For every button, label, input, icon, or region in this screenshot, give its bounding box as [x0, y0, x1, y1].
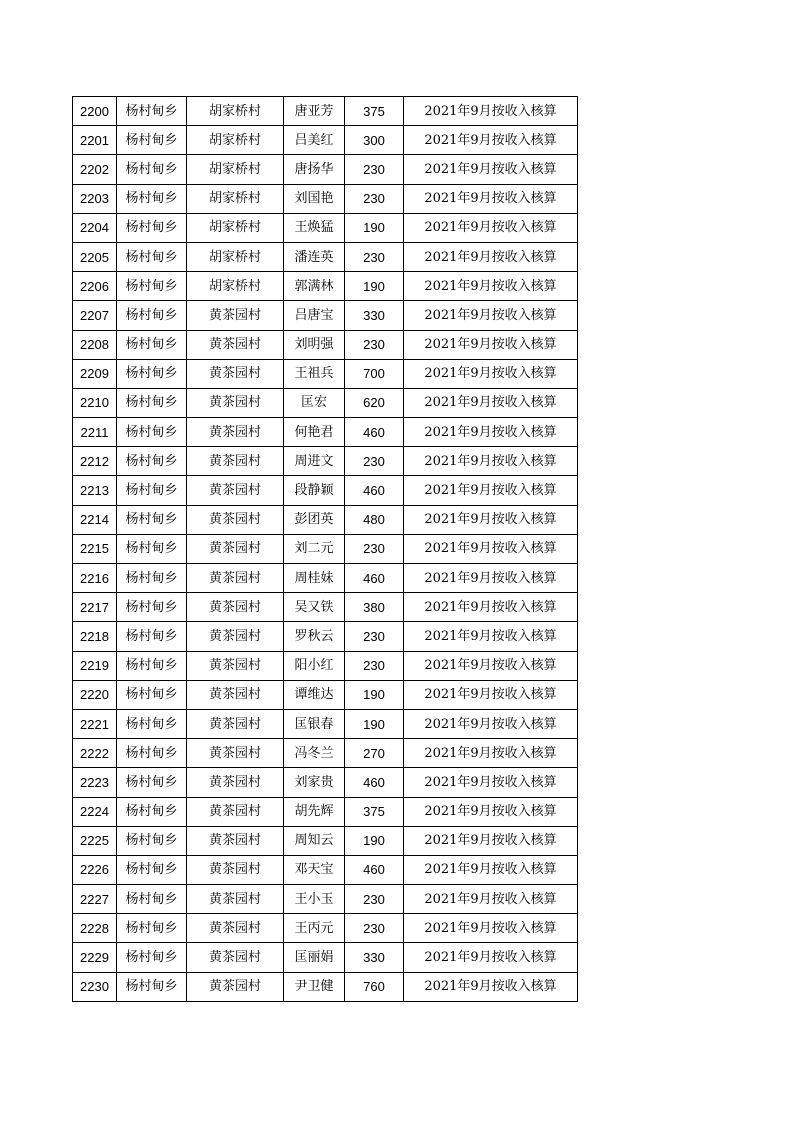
cell-remark: 2021年9月按收入核算 — [404, 359, 578, 388]
cell-township: 杨村甸乡 — [117, 476, 187, 505]
cell-name: 刘明强 — [284, 330, 345, 359]
cell-amount: 190 — [345, 680, 404, 709]
cell-remark: 2021年9月按收入核算 — [404, 826, 578, 855]
cell-name: 罗秋云 — [284, 622, 345, 651]
cell-remark: 2021年9月按收入核算 — [404, 418, 578, 447]
table-row — [73, 447, 578, 476]
cell-number: 2221 — [73, 709, 117, 738]
cell-amount: 330 — [345, 943, 404, 972]
cell-remark: 2021年9月按收入核算 — [404, 739, 578, 768]
cell-township: 杨村甸乡 — [117, 184, 187, 213]
cell-remark: 2021年9月按收入核算 — [404, 943, 578, 972]
cell-amount: 330 — [345, 301, 404, 330]
cell-township: 杨村甸乡 — [117, 797, 187, 826]
cell-township: 杨村甸乡 — [117, 97, 187, 126]
cell-village: 黄茶园村 — [187, 885, 284, 914]
cell-village: 黄茶园村 — [187, 943, 284, 972]
cell-remark: 2021年9月按收入核算 — [404, 768, 578, 797]
cell-village: 黄茶园村 — [187, 534, 284, 563]
cell-name: 彭团英 — [284, 505, 345, 534]
cell-name: 吕唐宝 — [284, 301, 345, 330]
cell-township: 杨村甸乡 — [117, 651, 187, 680]
cell-village: 黄茶园村 — [187, 418, 284, 447]
cell-township: 杨村甸乡 — [117, 418, 187, 447]
cell-township: 杨村甸乡 — [117, 242, 187, 271]
table-row — [73, 709, 578, 738]
table-row — [73, 651, 578, 680]
cell-village: 胡家桥村 — [187, 272, 284, 301]
cell-remark: 2021年9月按收入核算 — [404, 564, 578, 593]
cell-village: 黄茶园村 — [187, 593, 284, 622]
cell-number: 2224 — [73, 797, 117, 826]
table-row — [73, 680, 578, 709]
table-row — [73, 242, 578, 271]
table-row — [73, 97, 578, 126]
cell-amount: 620 — [345, 388, 404, 417]
cell-name: 周知云 — [284, 826, 345, 855]
cell-village: 黄茶园村 — [187, 855, 284, 884]
cell-township: 杨村甸乡 — [117, 330, 187, 359]
cell-number: 2206 — [73, 272, 117, 301]
cell-number: 2225 — [73, 826, 117, 855]
cell-number: 2214 — [73, 505, 117, 534]
cell-village: 黄茶园村 — [187, 768, 284, 797]
cell-name: 匡丽娟 — [284, 943, 345, 972]
table-row — [73, 885, 578, 914]
cell-remark: 2021年9月按收入核算 — [404, 184, 578, 213]
table-row — [73, 739, 578, 768]
cell-amount: 480 — [345, 505, 404, 534]
cell-remark: 2021年9月按收入核算 — [404, 972, 578, 1001]
cell-amount: 460 — [345, 476, 404, 505]
cell-remark: 2021年9月按收入核算 — [404, 447, 578, 476]
cell-township: 杨村甸乡 — [117, 709, 187, 738]
cell-number: 2220 — [73, 680, 117, 709]
cell-remark: 2021年9月按收入核算 — [404, 593, 578, 622]
cell-amount: 375 — [345, 797, 404, 826]
cell-remark: 2021年9月按收入核算 — [404, 155, 578, 184]
table-row — [73, 126, 578, 155]
cell-amount: 230 — [345, 330, 404, 359]
cell-number: 2211 — [73, 418, 117, 447]
cell-name: 唐亚芳 — [284, 97, 345, 126]
cell-number: 2208 — [73, 330, 117, 359]
cell-number: 2230 — [73, 972, 117, 1001]
table-row — [73, 593, 578, 622]
cell-township: 杨村甸乡 — [117, 943, 187, 972]
cell-remark: 2021年9月按收入核算 — [404, 213, 578, 242]
cell-township: 杨村甸乡 — [117, 388, 187, 417]
cell-name: 周进文 — [284, 447, 345, 476]
cell-number: 2200 — [73, 97, 117, 126]
table-row — [73, 534, 578, 563]
cell-name: 何艳君 — [284, 418, 345, 447]
cell-number: 2229 — [73, 943, 117, 972]
cell-amount: 230 — [345, 622, 404, 651]
cell-number: 2209 — [73, 359, 117, 388]
cell-amount: 460 — [345, 768, 404, 797]
cell-amount: 190 — [345, 826, 404, 855]
cell-remark: 2021年9月按收入核算 — [404, 330, 578, 359]
cell-township: 杨村甸乡 — [117, 155, 187, 184]
cell-number: 2223 — [73, 768, 117, 797]
cell-number: 2218 — [73, 622, 117, 651]
table-row — [73, 797, 578, 826]
cell-amount: 230 — [345, 447, 404, 476]
cell-village: 黄茶园村 — [187, 330, 284, 359]
cell-amount: 460 — [345, 418, 404, 447]
cell-amount: 270 — [345, 739, 404, 768]
cell-township: 杨村甸乡 — [117, 972, 187, 1001]
cell-remark: 2021年9月按收入核算 — [404, 914, 578, 943]
cell-remark: 2021年9月按收入核算 — [404, 651, 578, 680]
cell-village: 胡家桥村 — [187, 155, 284, 184]
cell-village: 黄茶园村 — [187, 680, 284, 709]
cell-remark: 2021年9月按收入核算 — [404, 797, 578, 826]
table-row — [73, 476, 578, 505]
cell-village: 胡家桥村 — [187, 242, 284, 271]
table-body — [73, 97, 578, 1002]
table-row — [73, 388, 578, 417]
cell-number: 2207 — [73, 301, 117, 330]
table-row — [73, 826, 578, 855]
table-row — [73, 155, 578, 184]
cell-name: 刘国艳 — [284, 184, 345, 213]
cell-name: 王丙元 — [284, 914, 345, 943]
cell-remark: 2021年9月按收入核算 — [404, 855, 578, 884]
cell-village: 黄茶园村 — [187, 505, 284, 534]
cell-village: 黄茶园村 — [187, 564, 284, 593]
cell-name: 刘家贵 — [284, 768, 345, 797]
cell-amount: 760 — [345, 972, 404, 1001]
cell-township: 杨村甸乡 — [117, 739, 187, 768]
cell-township: 杨村甸乡 — [117, 213, 187, 242]
cell-amount: 375 — [345, 97, 404, 126]
cell-name: 邓天宝 — [284, 855, 345, 884]
cell-amount: 230 — [345, 651, 404, 680]
cell-township: 杨村甸乡 — [117, 855, 187, 884]
cell-name: 冯冬兰 — [284, 739, 345, 768]
cell-name: 胡先辉 — [284, 797, 345, 826]
cell-name: 吕美红 — [284, 126, 345, 155]
cell-name: 王祖兵 — [284, 359, 345, 388]
table-row — [73, 505, 578, 534]
cell-remark: 2021年9月按收入核算 — [404, 301, 578, 330]
cell-amount: 230 — [345, 184, 404, 213]
cell-remark: 2021年9月按收入核算 — [404, 622, 578, 651]
cell-remark: 2021年9月按收入核算 — [404, 97, 578, 126]
cell-amount: 230 — [345, 534, 404, 563]
cell-name: 吴又铁 — [284, 593, 345, 622]
allowance-table — [72, 96, 578, 1002]
cell-village: 黄茶园村 — [187, 388, 284, 417]
cell-village: 黄茶园村 — [187, 447, 284, 476]
cell-remark: 2021年9月按收入核算 — [404, 242, 578, 271]
cell-township: 杨村甸乡 — [117, 680, 187, 709]
cell-village: 黄茶园村 — [187, 359, 284, 388]
cell-number: 2215 — [73, 534, 117, 563]
cell-name: 王小玉 — [284, 885, 345, 914]
cell-amount: 230 — [345, 914, 404, 943]
cell-remark: 2021年9月按收入核算 — [404, 126, 578, 155]
cell-village: 黄茶园村 — [187, 709, 284, 738]
cell-amount: 230 — [345, 885, 404, 914]
table-row — [73, 359, 578, 388]
cell-township: 杨村甸乡 — [117, 622, 187, 651]
table-row — [73, 943, 578, 972]
table-row — [73, 914, 578, 943]
cell-remark: 2021年9月按收入核算 — [404, 709, 578, 738]
table-row — [73, 330, 578, 359]
cell-village: 胡家桥村 — [187, 184, 284, 213]
cell-name: 郭满林 — [284, 272, 345, 301]
cell-village: 黄茶园村 — [187, 797, 284, 826]
cell-amount: 460 — [345, 564, 404, 593]
cell-township: 杨村甸乡 — [117, 505, 187, 534]
table-row — [73, 855, 578, 884]
cell-remark: 2021年9月按收入核算 — [404, 534, 578, 563]
cell-amount: 190 — [345, 213, 404, 242]
cell-number: 2213 — [73, 476, 117, 505]
cell-number: 2202 — [73, 155, 117, 184]
cell-amount: 230 — [345, 242, 404, 271]
cell-number: 2203 — [73, 184, 117, 213]
cell-name: 匡宏 — [284, 388, 345, 417]
table-row — [73, 301, 578, 330]
cell-number: 2226 — [73, 855, 117, 884]
cell-remark: 2021年9月按收入核算 — [404, 388, 578, 417]
cell-township: 杨村甸乡 — [117, 534, 187, 563]
cell-township: 杨村甸乡 — [117, 359, 187, 388]
cell-remark: 2021年9月按收入核算 — [404, 272, 578, 301]
cell-name: 王焕猛 — [284, 213, 345, 242]
cell-village: 黄茶园村 — [187, 914, 284, 943]
cell-township: 杨村甸乡 — [117, 768, 187, 797]
cell-township: 杨村甸乡 — [117, 593, 187, 622]
cell-remark: 2021年9月按收入核算 — [404, 476, 578, 505]
cell-amount: 190 — [345, 709, 404, 738]
cell-number: 2228 — [73, 914, 117, 943]
table-row — [73, 418, 578, 447]
cell-remark: 2021年9月按收入核算 — [404, 885, 578, 914]
table-row — [73, 972, 578, 1001]
cell-number: 2201 — [73, 126, 117, 155]
cell-number: 2222 — [73, 739, 117, 768]
cell-township: 杨村甸乡 — [117, 885, 187, 914]
cell-village: 胡家桥村 — [187, 213, 284, 242]
table-row — [73, 768, 578, 797]
cell-village: 黄茶园村 — [187, 301, 284, 330]
cell-village: 黄茶园村 — [187, 651, 284, 680]
cell-name: 匡银春 — [284, 709, 345, 738]
cell-name: 潘连英 — [284, 242, 345, 271]
cell-number: 2227 — [73, 885, 117, 914]
cell-village: 黄茶园村 — [187, 826, 284, 855]
cell-amount: 460 — [345, 855, 404, 884]
cell-number: 2204 — [73, 213, 117, 242]
cell-township: 杨村甸乡 — [117, 447, 187, 476]
cell-township: 杨村甸乡 — [117, 826, 187, 855]
cell-village: 黄茶园村 — [187, 476, 284, 505]
cell-number: 2210 — [73, 388, 117, 417]
cell-township: 杨村甸乡 — [117, 272, 187, 301]
table-row — [73, 272, 578, 301]
cell-township: 杨村甸乡 — [117, 914, 187, 943]
cell-village: 胡家桥村 — [187, 97, 284, 126]
table-row — [73, 184, 578, 213]
cell-name: 尹卫健 — [284, 972, 345, 1001]
cell-township: 杨村甸乡 — [117, 301, 187, 330]
table-row — [73, 622, 578, 651]
cell-name: 周桂妹 — [284, 564, 345, 593]
cell-number: 2212 — [73, 447, 117, 476]
cell-amount: 190 — [345, 272, 404, 301]
cell-number: 2216 — [73, 564, 117, 593]
cell-village: 黄茶园村 — [187, 739, 284, 768]
table-row — [73, 564, 578, 593]
cell-village: 黄茶园村 — [187, 622, 284, 651]
cell-amount: 700 — [345, 359, 404, 388]
cell-name: 阳小红 — [284, 651, 345, 680]
cell-name: 刘二元 — [284, 534, 345, 563]
cell-village: 胡家桥村 — [187, 126, 284, 155]
cell-amount: 380 — [345, 593, 404, 622]
cell-township: 杨村甸乡 — [117, 564, 187, 593]
table-row — [73, 213, 578, 242]
cell-village: 黄茶园村 — [187, 972, 284, 1001]
cell-number: 2205 — [73, 242, 117, 271]
cell-amount: 230 — [345, 155, 404, 184]
cell-name: 唐扬华 — [284, 155, 345, 184]
cell-name: 段静颖 — [284, 476, 345, 505]
cell-number: 2217 — [73, 593, 117, 622]
cell-name: 谭维达 — [284, 680, 345, 709]
cell-township: 杨村甸乡 — [117, 126, 187, 155]
cell-remark: 2021年9月按收入核算 — [404, 505, 578, 534]
cell-number: 2219 — [73, 651, 117, 680]
cell-remark: 2021年9月按收入核算 — [404, 680, 578, 709]
cell-amount: 300 — [345, 126, 404, 155]
